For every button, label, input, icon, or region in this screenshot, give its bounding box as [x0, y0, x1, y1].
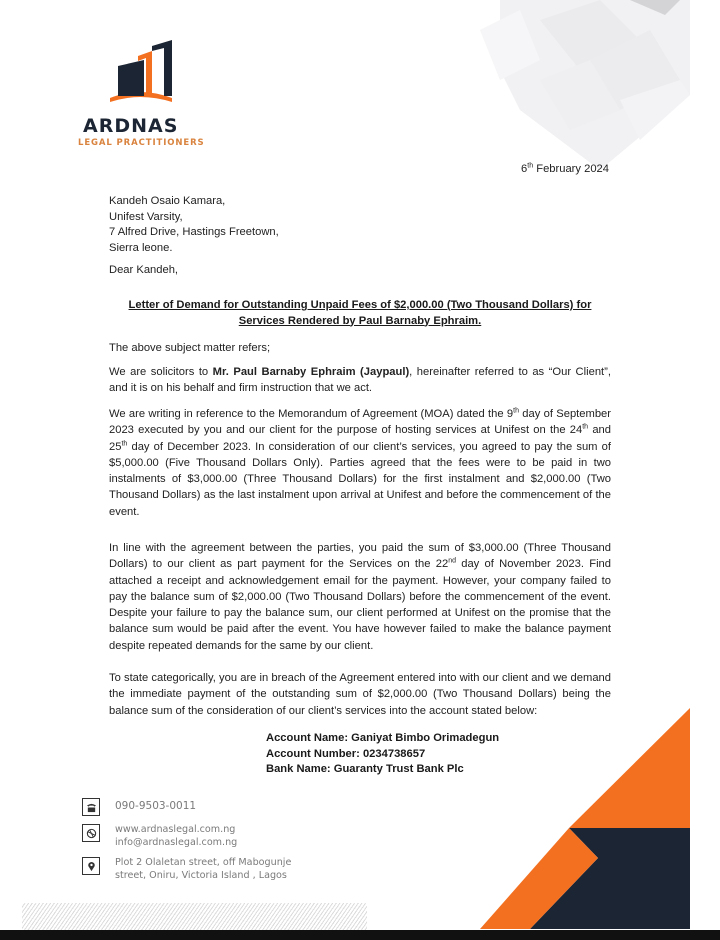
building-logo-icon — [100, 36, 180, 112]
firm-name: ARDNAS — [83, 115, 179, 137]
salutation: Dear Kandeh, — [109, 264, 179, 276]
subject-line-1: Letter of Demand for Outstanding Unpaid Fees of $2,000.00 (Two Thousand Dollars) for — [128, 299, 592, 311]
bottom-bar — [0, 930, 720, 940]
contact-phone — [82, 798, 196, 816]
paragraph-agreement: We are writing in reference to the Memorandum of Agreement (MOA) dated the 9th day of September 2023 executed by you and our client for the purpose of hosting services at Unifest on the 24th and 25th day of December 2023. In consideration of our client’s services, you agreed to pay the sum of $5,000.00 (Five Thousand Dollars Only). Parties agreed that the fees were to be paid in two instalments of $3,000.00 (Three Thousand Dollars) for the first instalment and $2,000.00 (Two Thousand Dollars) as the last instalment upon arrival at Unifest and before the commencement of the event. — [109, 407, 611, 518]
letter-date: 6th February 2024 — [521, 162, 609, 175]
phone-number: 090-9503-0011 — [115, 800, 197, 812]
recipient-country: Sierra leone. — [109, 241, 173, 254]
recipient-org: Unifest Varsity, — [109, 210, 183, 223]
decorative-hatch-band — [22, 903, 367, 930]
account-details — [266, 731, 499, 778]
location-pin-icon — [82, 857, 100, 875]
decorative-mosaic — [480, 0, 720, 170]
paragraph-payment: In line with the agreement between the parties, you paid the sum of $3,000.00 (Three Thousand Dollars) to our client as part payment for the Services on the 22nd day of November 2023. Find attached a receipt and acknowledgement email for the payment. However, your company failed to pay the balance sum of $2,000.00 (Two Thousand Dollars) before the commencement of the event. Despite your failure to pay the balance sum, our client performed at Unifest on the promise that the balance sum would be paid after the event. You have however failed to make the balance payment despite repeated demands for the same by our client. — [109, 542, 611, 652]
website-link[interactable]: www.ardnaslegal.com.ng — [115, 824, 236, 835]
globe-icon — [82, 824, 100, 842]
contact-address — [82, 857, 291, 882]
account-name: Account Name: Ganiyat Bimbo Orimadegun — [266, 732, 500, 744]
recipient-address — [109, 194, 279, 256]
bank-name: Bank Name: Guaranty Trust Bank Plc — [266, 763, 464, 775]
account-number: Account Number: 0234738657 — [266, 747, 426, 760]
office-address: Plot 2 Olaletan street, off Mabogunje street, Oniru, Victoria Island , Lagos — [115, 857, 292, 881]
recipient-name: Kandeh Osaio Kamara, — [109, 195, 226, 207]
firm-logo — [78, 36, 218, 148]
email-link[interactable]: info@ardnaslegal.com.ng — [115, 836, 238, 848]
subject-line-2: Services Rendered by Paul Barnaby Ephraim. — [238, 314, 482, 327]
paragraph-solicitors: We are solicitors to Mr. Paul Barnaby Ephraim (Jaypaul), hereinafter referred to as “Our Client”, and it is on his behalf and firm instruction that we act. — [109, 366, 611, 395]
recipient-street: 7 Alfred Drive, Hastings Freetown, — [109, 226, 279, 238]
phone-icon — [82, 798, 100, 816]
paragraph-demand: To state categorically, you are in breach of the Agreement entered into with our client and we demand the immediate payment of the outstanding sum of $2,000.00 (Two Thousand Dollars) being the balance sum of the consideration of our client’s services into the account stated below: — [109, 672, 611, 717]
contact-web — [82, 824, 237, 849]
web-contacts — [115, 824, 237, 849]
firm-tagline: LEGAL PRACTITIONERS — [78, 138, 205, 148]
paragraph-intro: The above subject matter refers; — [109, 342, 271, 354]
subject-heading — [109, 298, 611, 329]
